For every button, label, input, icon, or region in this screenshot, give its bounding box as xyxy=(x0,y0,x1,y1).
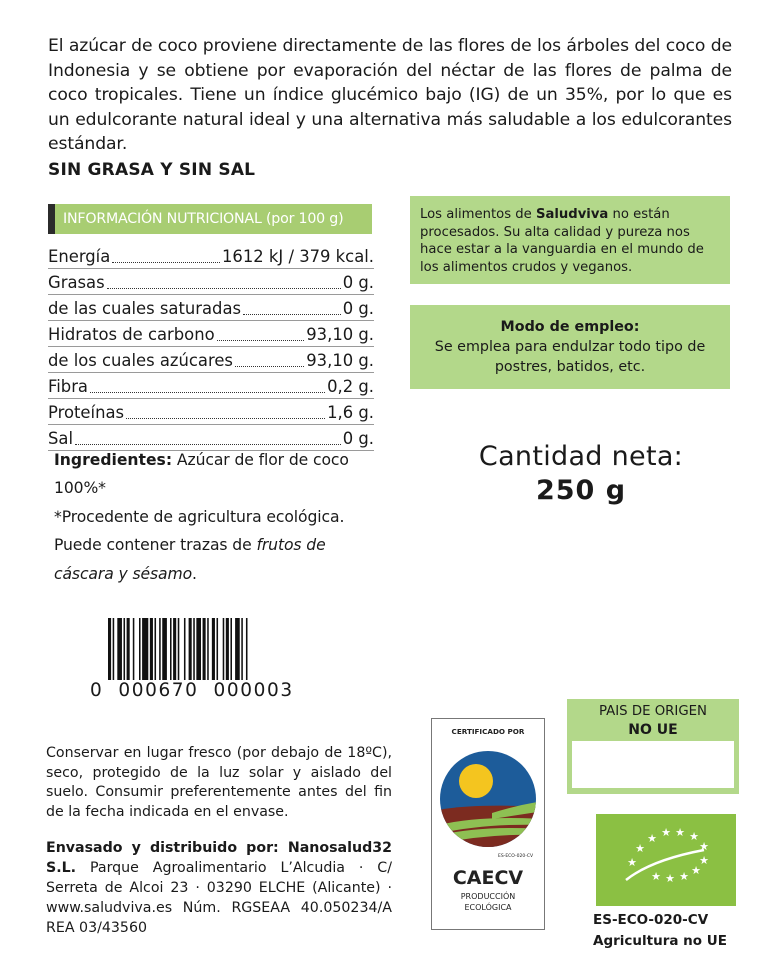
nutrition-row-carbs: Hidratos de carbono 93,10 g. xyxy=(48,321,374,347)
nutrition-header: INFORMACIÓN NUTRICIONAL (por 100 g) xyxy=(48,204,372,234)
nutrition-row-fiber: Fibra 0,2 g. xyxy=(48,373,374,399)
svg-text:★: ★ xyxy=(675,826,685,839)
storage-instructions: Conservar en lugar fresco (por debajo de 18ºC), seco, protegido de la luz solar y aislado del suelo. Consumir preferentemente antes del fin de la fecha indicada en el envase. xyxy=(46,745,392,820)
svg-text:★: ★ xyxy=(679,870,689,883)
ingredients-block xyxy=(54,446,384,588)
saludviva-info-box: Los alimentos de Saludviva no están procesados. Su alta calidad y pureza nos hace estar a la vanguardia en el mundo de los alimentos crudos y veganos. xyxy=(410,196,730,284)
eu-organic-leaf-logo xyxy=(596,814,736,906)
svg-text:★: ★ xyxy=(665,872,675,885)
nutrition-row-salt: Sal 0 g. xyxy=(48,425,374,451)
nutrition-row-energy: Energía 1612 kJ / 379 kcal. xyxy=(48,243,374,269)
net-quantity-value: 250 g xyxy=(535,475,627,506)
brand-name: Saludviva xyxy=(535,207,609,222)
svg-text:★: ★ xyxy=(635,842,645,855)
caecv-top-text: CERTIFICADO POR xyxy=(451,727,525,736)
barcode xyxy=(108,618,308,680)
product-description: El azúcar de coco proviene directamente de las flores de los árboles del coco de Indonesia y se obtiene por evaporación del néctar de las flores de palma de coco tropicales. Tiene un índice glucémico bajo (IG) de un 35%, por lo que es un edulcorante natural ideal y una alternativa más saludable a los edulcorantes estándar. xyxy=(48,36,732,154)
usage-text: Se emplea para endulzar todo tipo de postres, batidos, etc. xyxy=(434,339,706,375)
origin-box xyxy=(567,699,739,794)
usage-box xyxy=(410,305,730,389)
traces-note: Puede contener trazas de frutos de cáscara y sésamo. xyxy=(54,536,326,583)
barcode-number: 0 000670 000003 xyxy=(90,680,294,701)
nutrition-row-fat: Grasas 0 g. xyxy=(48,269,374,295)
nutrition-row-sugars: de los cuales azúcares 93,10 g. xyxy=(48,347,374,373)
caecv-name: CAECV xyxy=(452,867,524,889)
eu-origin-text: Agricultura no UE xyxy=(593,933,727,949)
eu-code-text: ES-ECO-020-CV xyxy=(593,912,709,928)
net-quantity xyxy=(410,440,752,508)
svg-text:★: ★ xyxy=(689,830,699,843)
nutrition-row-saturated: de las cuales saturadas 0 g. xyxy=(48,295,374,321)
ingredients-line: Ingredientes: Azúcar de flor de coco 100%* xyxy=(54,451,349,498)
claim-no-fat-no-salt: SIN GRASA Y SIN SAL xyxy=(48,160,256,180)
eu-organic-code xyxy=(593,910,727,952)
svg-text:★: ★ xyxy=(661,826,671,839)
svg-text:★: ★ xyxy=(699,854,709,867)
net-quantity-label: Cantidad neta: xyxy=(478,441,684,472)
origin-value: NO UE xyxy=(628,722,678,738)
svg-text:★: ★ xyxy=(691,864,701,877)
distributor-info: Envasado y distribuido por: Nanosalud32 S.L. Parque Agroalimentario L’Alcudia · C/ Serreta de Alcoi 23 · 03290 ELCHE (Alicante) · www.saludviva.es Núm. RGSEAA 40.050234/A REA 03/43560 xyxy=(46,840,392,936)
caecv-sub1: PRODUCCIÓN xyxy=(460,892,516,901)
svg-text:★: ★ xyxy=(651,870,661,883)
caecv-code: ES-ECO-020-CV xyxy=(498,854,534,859)
svg-text:★: ★ xyxy=(699,840,709,853)
organic-note: *Procedente de agricultura ecológica. xyxy=(54,507,345,526)
origin-blank-area xyxy=(572,741,734,788)
caecv-certification-logo xyxy=(431,718,545,930)
usage-title: Modo de empleo: xyxy=(500,319,640,335)
svg-text:★: ★ xyxy=(647,832,657,845)
origin-label: PAIS DE ORIGEN xyxy=(599,704,707,719)
caecv-sub2: ECOLÓGICA xyxy=(464,903,512,912)
nutrition-row-protein: Proteínas 1,6 g. xyxy=(48,399,374,425)
svg-text:★: ★ xyxy=(627,856,637,869)
nutrition-table xyxy=(48,243,374,451)
